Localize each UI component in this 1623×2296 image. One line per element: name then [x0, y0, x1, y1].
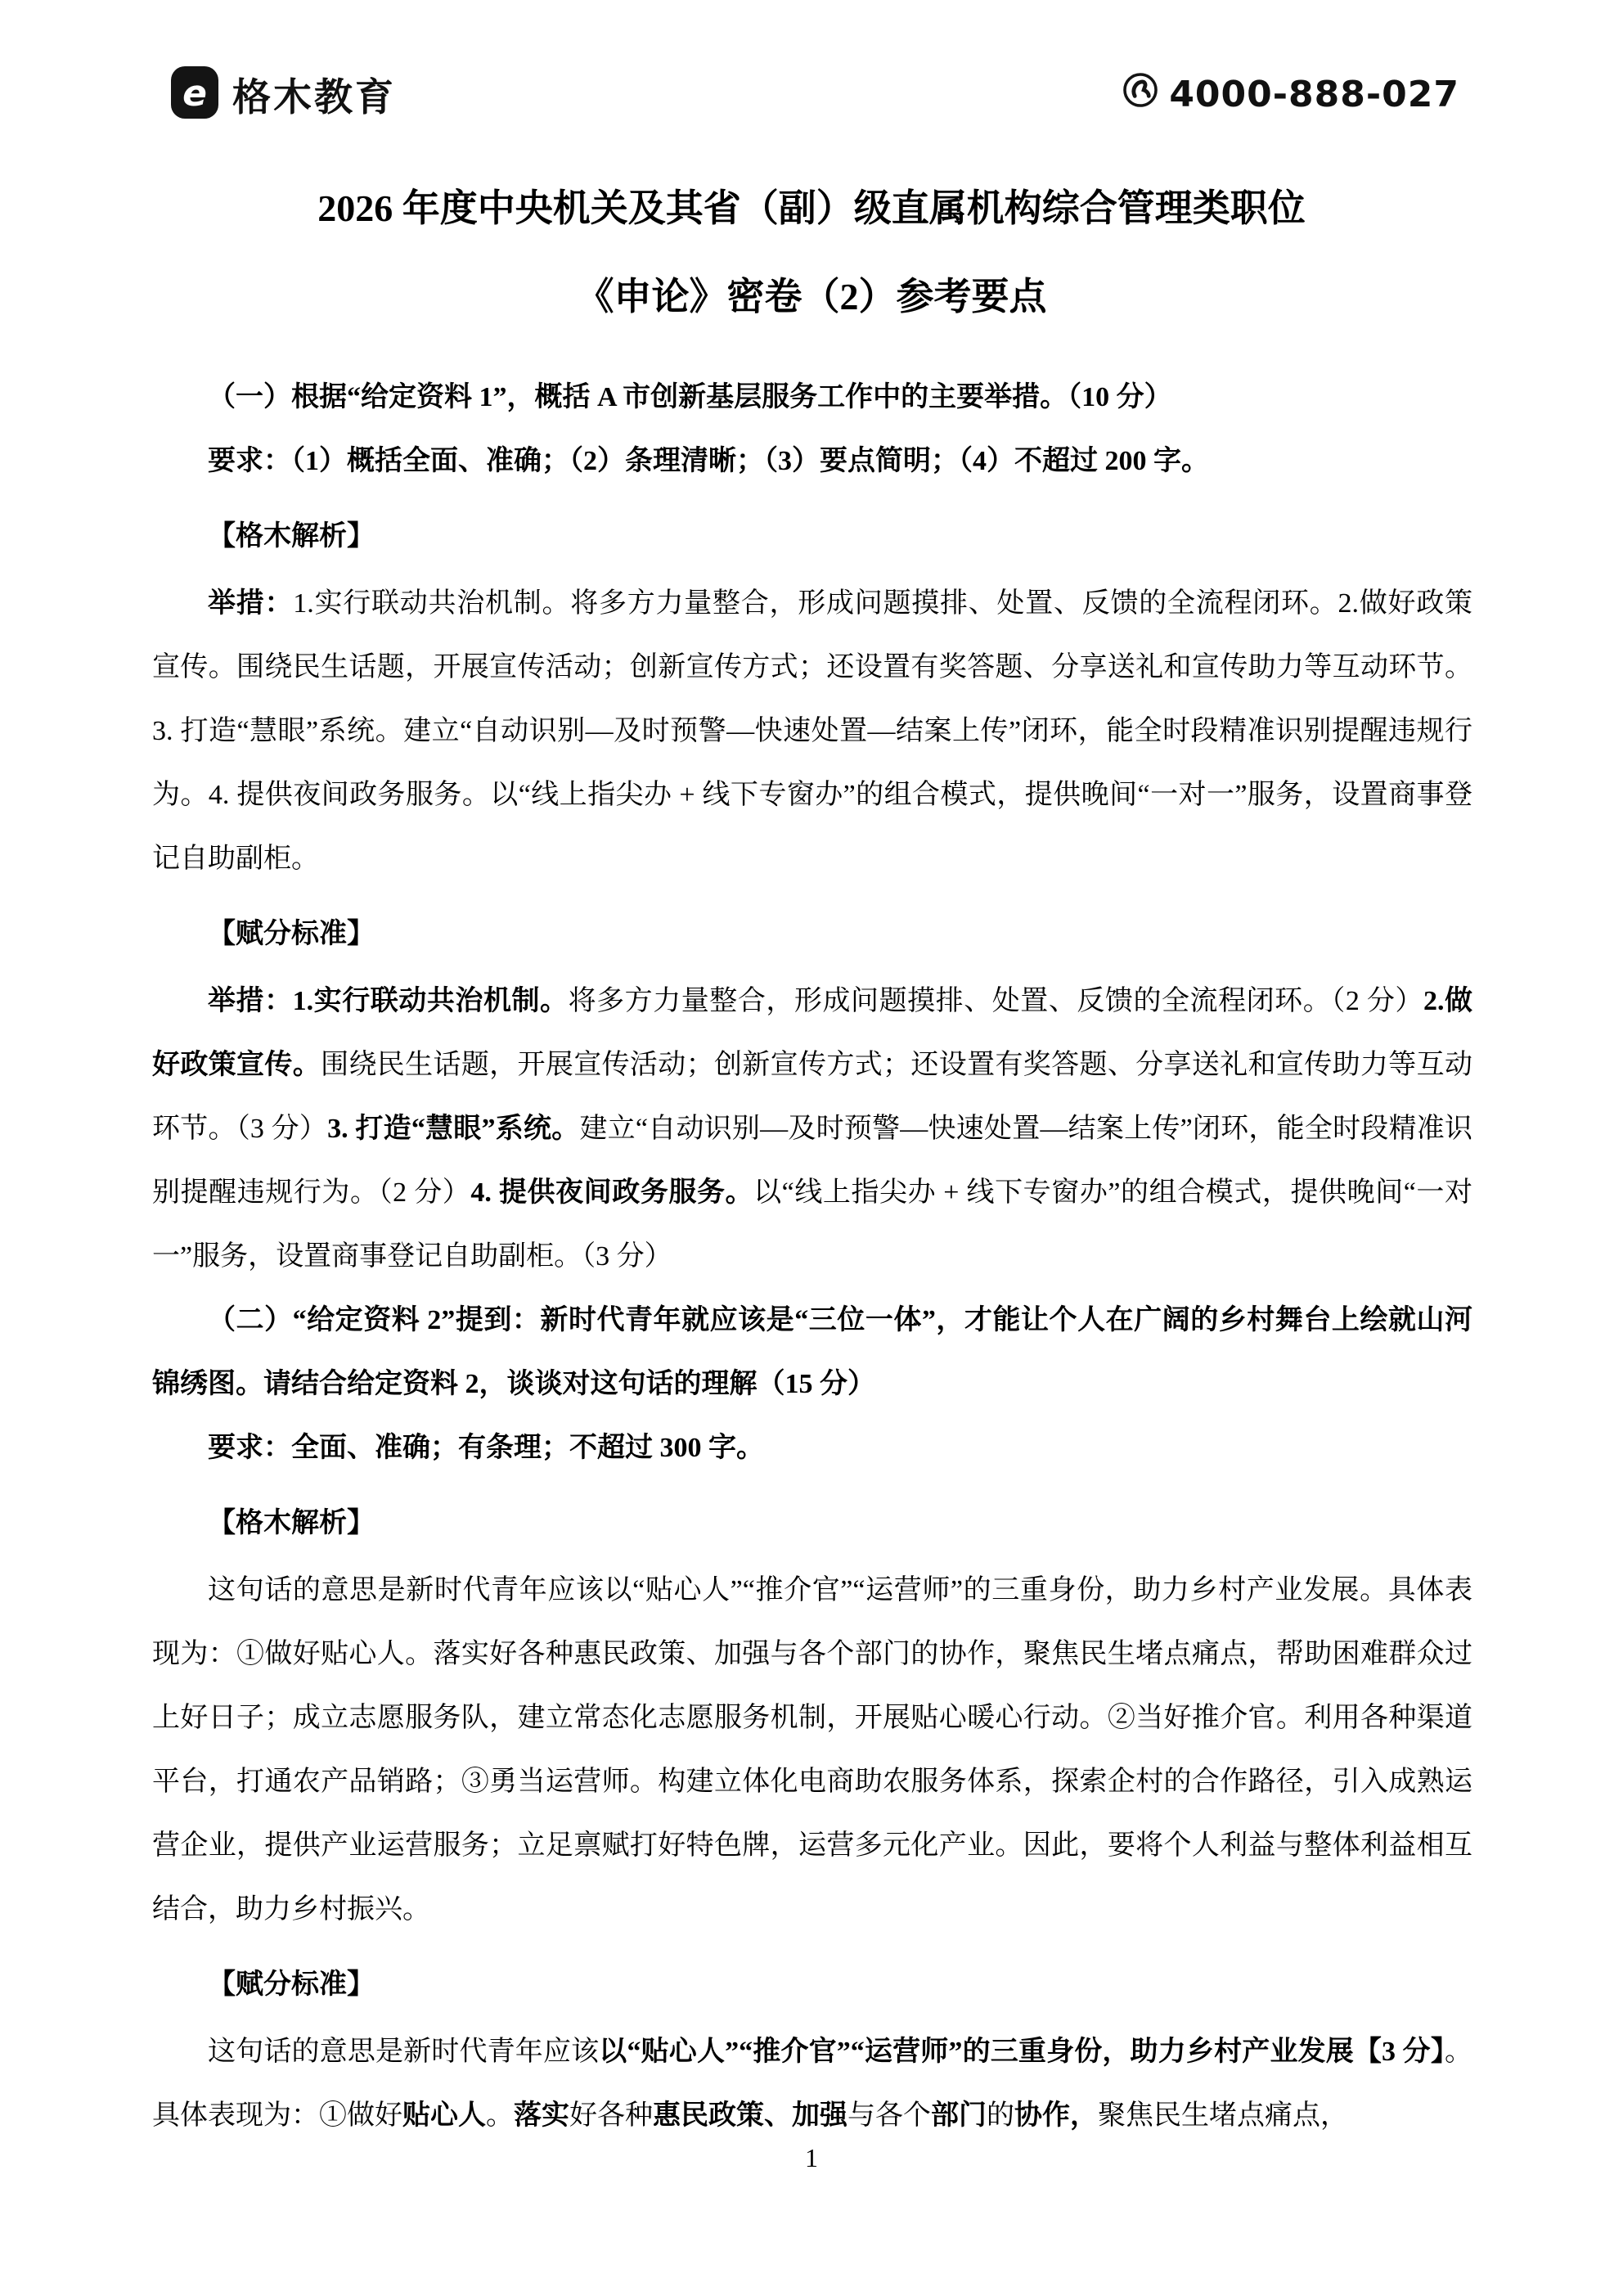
text-run: 聚焦民生堵点痛点，: [1098, 2100, 1348, 2131]
question-1-requirement: 要求：（1）概括全面、准确；（2）条理清晰；（3）要点简明；（4）不超过 200 字。: [208, 446, 1209, 476]
text-run: 惠民政策、加强: [653, 2100, 847, 2131]
q2-analysis-heading: 【格木解析】: [208, 1508, 375, 1538]
phone-icon: [1122, 71, 1159, 118]
phone-contact: [1122, 71, 1459, 118]
svg-text:e: e: [182, 73, 207, 115]
text-run: 与各个: [847, 2100, 931, 2131]
text-run: 这句话的意思是新时代青年应该以“贴心人”“推介官”“运营师”的三重身份，助力乡村产业发展。具体表现为：①做好贴心人。落实好各种惠民政策、加强与各个部门的协作，聚焦民生堵点痛点，帮助困难群众过上好日子；成立志愿服务队，建立常态化志愿服务机制，开展贴心暖心行动。②当好推介官。利用各种渠道平台，打通农产品销路；③勇当运营师。构建立体化电商助农服务体系，探索企村的合作路径，引入成熟运营企业，提供产业运营服务；立足禀赋打好特色牌，运营多元化产业。因此，要将个人利益与整体利益相互结合，助力乡村振兴。: [152, 1575, 1472, 1925]
page-header: [0, 0, 1623, 124]
page-number: 1: [805, 2143, 818, 2172]
doc-title-line2: 《申论》密卷（2）参考要点: [576, 276, 1047, 317]
q1-scoring-heading: 【赋分标准】: [208, 919, 375, 949]
text-run: 的: [987, 2100, 1014, 2131]
q1-analysis-heading: 【格木解析】: [208, 521, 375, 551]
brand-logo: [170, 65, 396, 124]
brand-name: 格木教育: [232, 75, 396, 119]
text-run: 以“贴心人”“推介官”“运营师”的三重身份，助力乡村产业发展【3 分】: [599, 2037, 1445, 2067]
q1-scoring-paragraph: [152, 970, 1472, 1289]
text-run: 4. 提供夜间政务服务。: [470, 1177, 754, 1208]
document-body: [152, 366, 1472, 2148]
text-run: 贴心人: [402, 2100, 486, 2131]
text-run: 举措：: [208, 588, 294, 619]
page-footer: [0, 2143, 1623, 2173]
text-run: 3. 打造“慧眼”系统。: [327, 1114, 580, 1144]
q1-analysis-paragraph: [152, 572, 1472, 891]
text-run: 落实: [514, 2100, 569, 2131]
text-run: 好各种: [569, 2100, 653, 2131]
text-run: 建立“自动识别—及时预警—快速处置—结案上传”闭环，能全时段精准识别提醒违规行为。（2 分）: [152, 1114, 1473, 1208]
text-run: 举措：1.实行联动共治机制。: [208, 986, 569, 1016]
text-run: 1.实行联动共治机制。将多方力量整合，形成问题摸排、处置、反馈的全流程闭环。2.做好政策宣传。围绕民生话题，开展宣传活动；创新宣传方式；还设置有奖答题、分享送礼和宣传助力等互动环节。3. 打造“慧眼”系统。建立“自动识别—及时预警—快速处置—结案上传”闭环，能全时段精准识别提醒违规行为。4. 提供夜间政务服务。以“线上指尖办 + 线下专窗办”的组合模式，提供晚间“一对一”服务，设置商事登记自助副柜。: [152, 588, 1472, 874]
text-run: 。具体表现为：①做好: [152, 2037, 1473, 2131]
text-run: 围绕民生话题，开展宣传活动；创新宣传方式；还设置有奖答题、分享送礼和宣传助力等互动环节。（3 分）: [152, 1050, 1473, 1144]
doc-title-line1: 2026 年度中央机关及其省（副）级直属机构综合管理类职位: [317, 187, 1306, 229]
text-run: 将多方力量整合，形成问题摸排、处置、反馈的全流程闭环。（2 分）: [568, 986, 1423, 1016]
question-2-requirement: 要求：全面、准确；有条理；不超过 300 字。: [208, 1433, 764, 1463]
q2-scoring-heading: 【赋分标准】: [208, 1970, 375, 2000]
q2-scoring-paragraph: [152, 2020, 1472, 2148]
text-run: 协作，: [1014, 2100, 1098, 2131]
text-run: 2.做好政策宣传。: [152, 986, 1473, 1080]
text-run: 以“线上指尖办 + 线下专窗办”的组合模式，提供晚间“一对一”服务，设置商事登记自助副柜。（3 分）: [152, 1177, 1473, 1272]
text-run: 这句话的意思是新时代青年应该: [208, 2037, 600, 2067]
brand-icon: [170, 65, 219, 124]
question-1-text: （一）根据“给定资料 1”，概括 A 市创新基层服务工作中的主要举措。（10 分）: [208, 382, 1172, 412]
phone-number: 4000-888-027: [1169, 74, 1459, 115]
document-title: [0, 164, 1623, 341]
question-2-text: （二）“给定资料 2”提到：新时代青年就应该是“三位一体”，才能让个人在广阔的乡村舞台上绘就山河锦绣图。请结合给定资料 2，谈谈对这句话的理解（15 分）: [152, 1305, 1472, 1399]
text-run: 。: [486, 2100, 514, 2131]
text-run: 部门: [931, 2100, 987, 2131]
q2-analysis-paragraph: [152, 1559, 1472, 1942]
